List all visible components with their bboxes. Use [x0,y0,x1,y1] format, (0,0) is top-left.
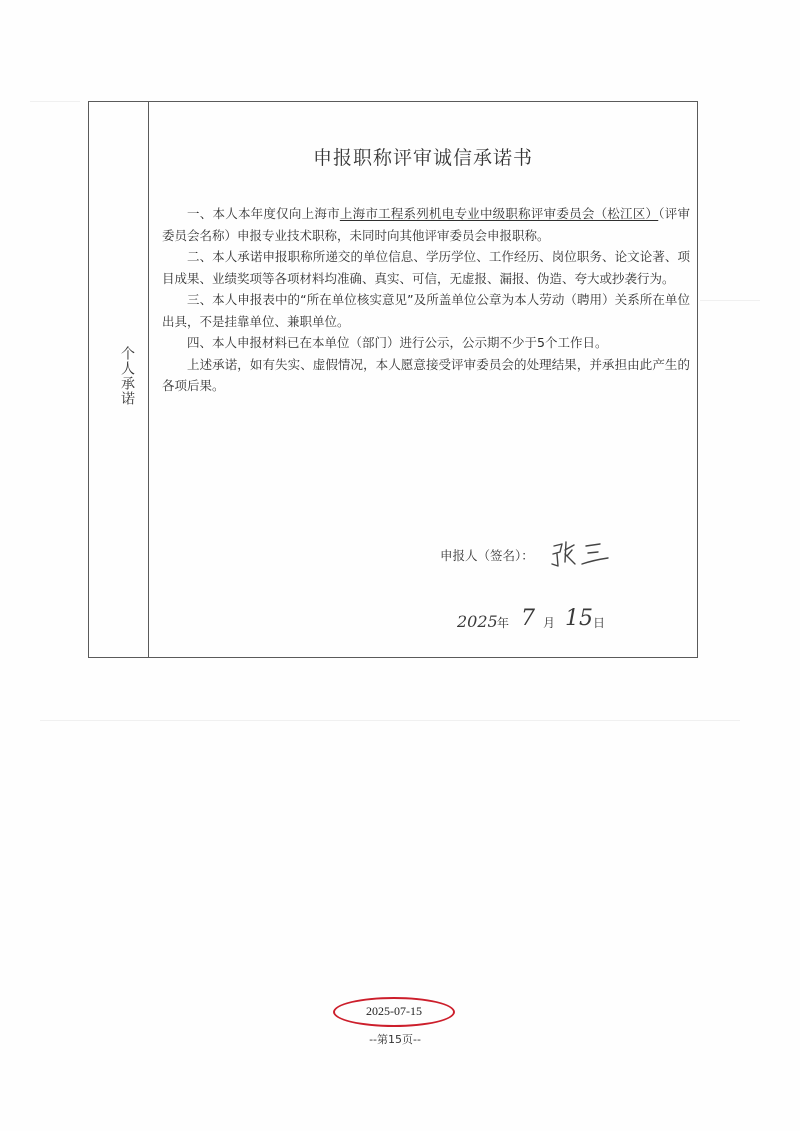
commitment-clause-2: 二、本人承诺申报职称所递交的单位信息、学历学位、工作经历、岗位职务、论文论著、项目成果、业绩奖项等各项材料均准确、真实、可信，无虚报、漏报、伪造、夸大或抄袭行为。 [162,249,690,286]
stamp-date-text: 2025-07-15 [366,1004,422,1018]
date-year-unit: 年 [497,616,510,630]
commitment-closing: 上述承诺，如有失实、虚假情况，本人愿意接受评审委员会的处理结果，并承担由此产生的各项后果。 [162,356,690,393]
scan-artifact [40,720,740,721]
page-number: --第15页-- [369,1033,421,1046]
commitment-clause-1 [162,203,690,246]
commitment-body [162,203,690,397]
committee-name-fill-in: 上海市工程系列机电专业中级职称评审委员会（松江区） [339,206,659,221]
clause-1-prefix: 一、本人本年度仅向上海市 [187,206,340,221]
date-month-handwritten: 7 [521,606,535,631]
commitment-clause-3: 三、本人申报表中的“所在单位核实意见”及所盖单位公章为本人劳动（聘用）关系所在单位出具，不是挂靠单位、兼职单位。 [162,292,690,329]
signature-label: 申报人（签名）： [440,548,534,563]
commitment-clause-4: 四、本人申报材料已在本单位（部门）进行公示，公示期不少于5个工作日。 [187,335,608,350]
scan-artifact [700,300,760,301]
signing-date [455,606,615,642]
document-title: 申报职称评审诚信承诺书 [312,147,533,169]
date-year-handwritten: 2025 [457,612,498,631]
date-day-handwritten: 15 [565,606,593,631]
clause-1-suffix: （评审委员会名称）申报专业技术职称，未同时向其他评审委员会申报职称。 [162,206,690,243]
section-label-personal-commitment: 个人承诺 [119,346,135,406]
handwritten-signature [548,536,618,572]
form-column-divider [148,101,149,658]
date-day-unit: 日 [593,616,606,630]
date-stamp [333,997,455,1029]
scan-artifact [30,101,80,102]
date-month-unit: 月 [543,616,556,630]
